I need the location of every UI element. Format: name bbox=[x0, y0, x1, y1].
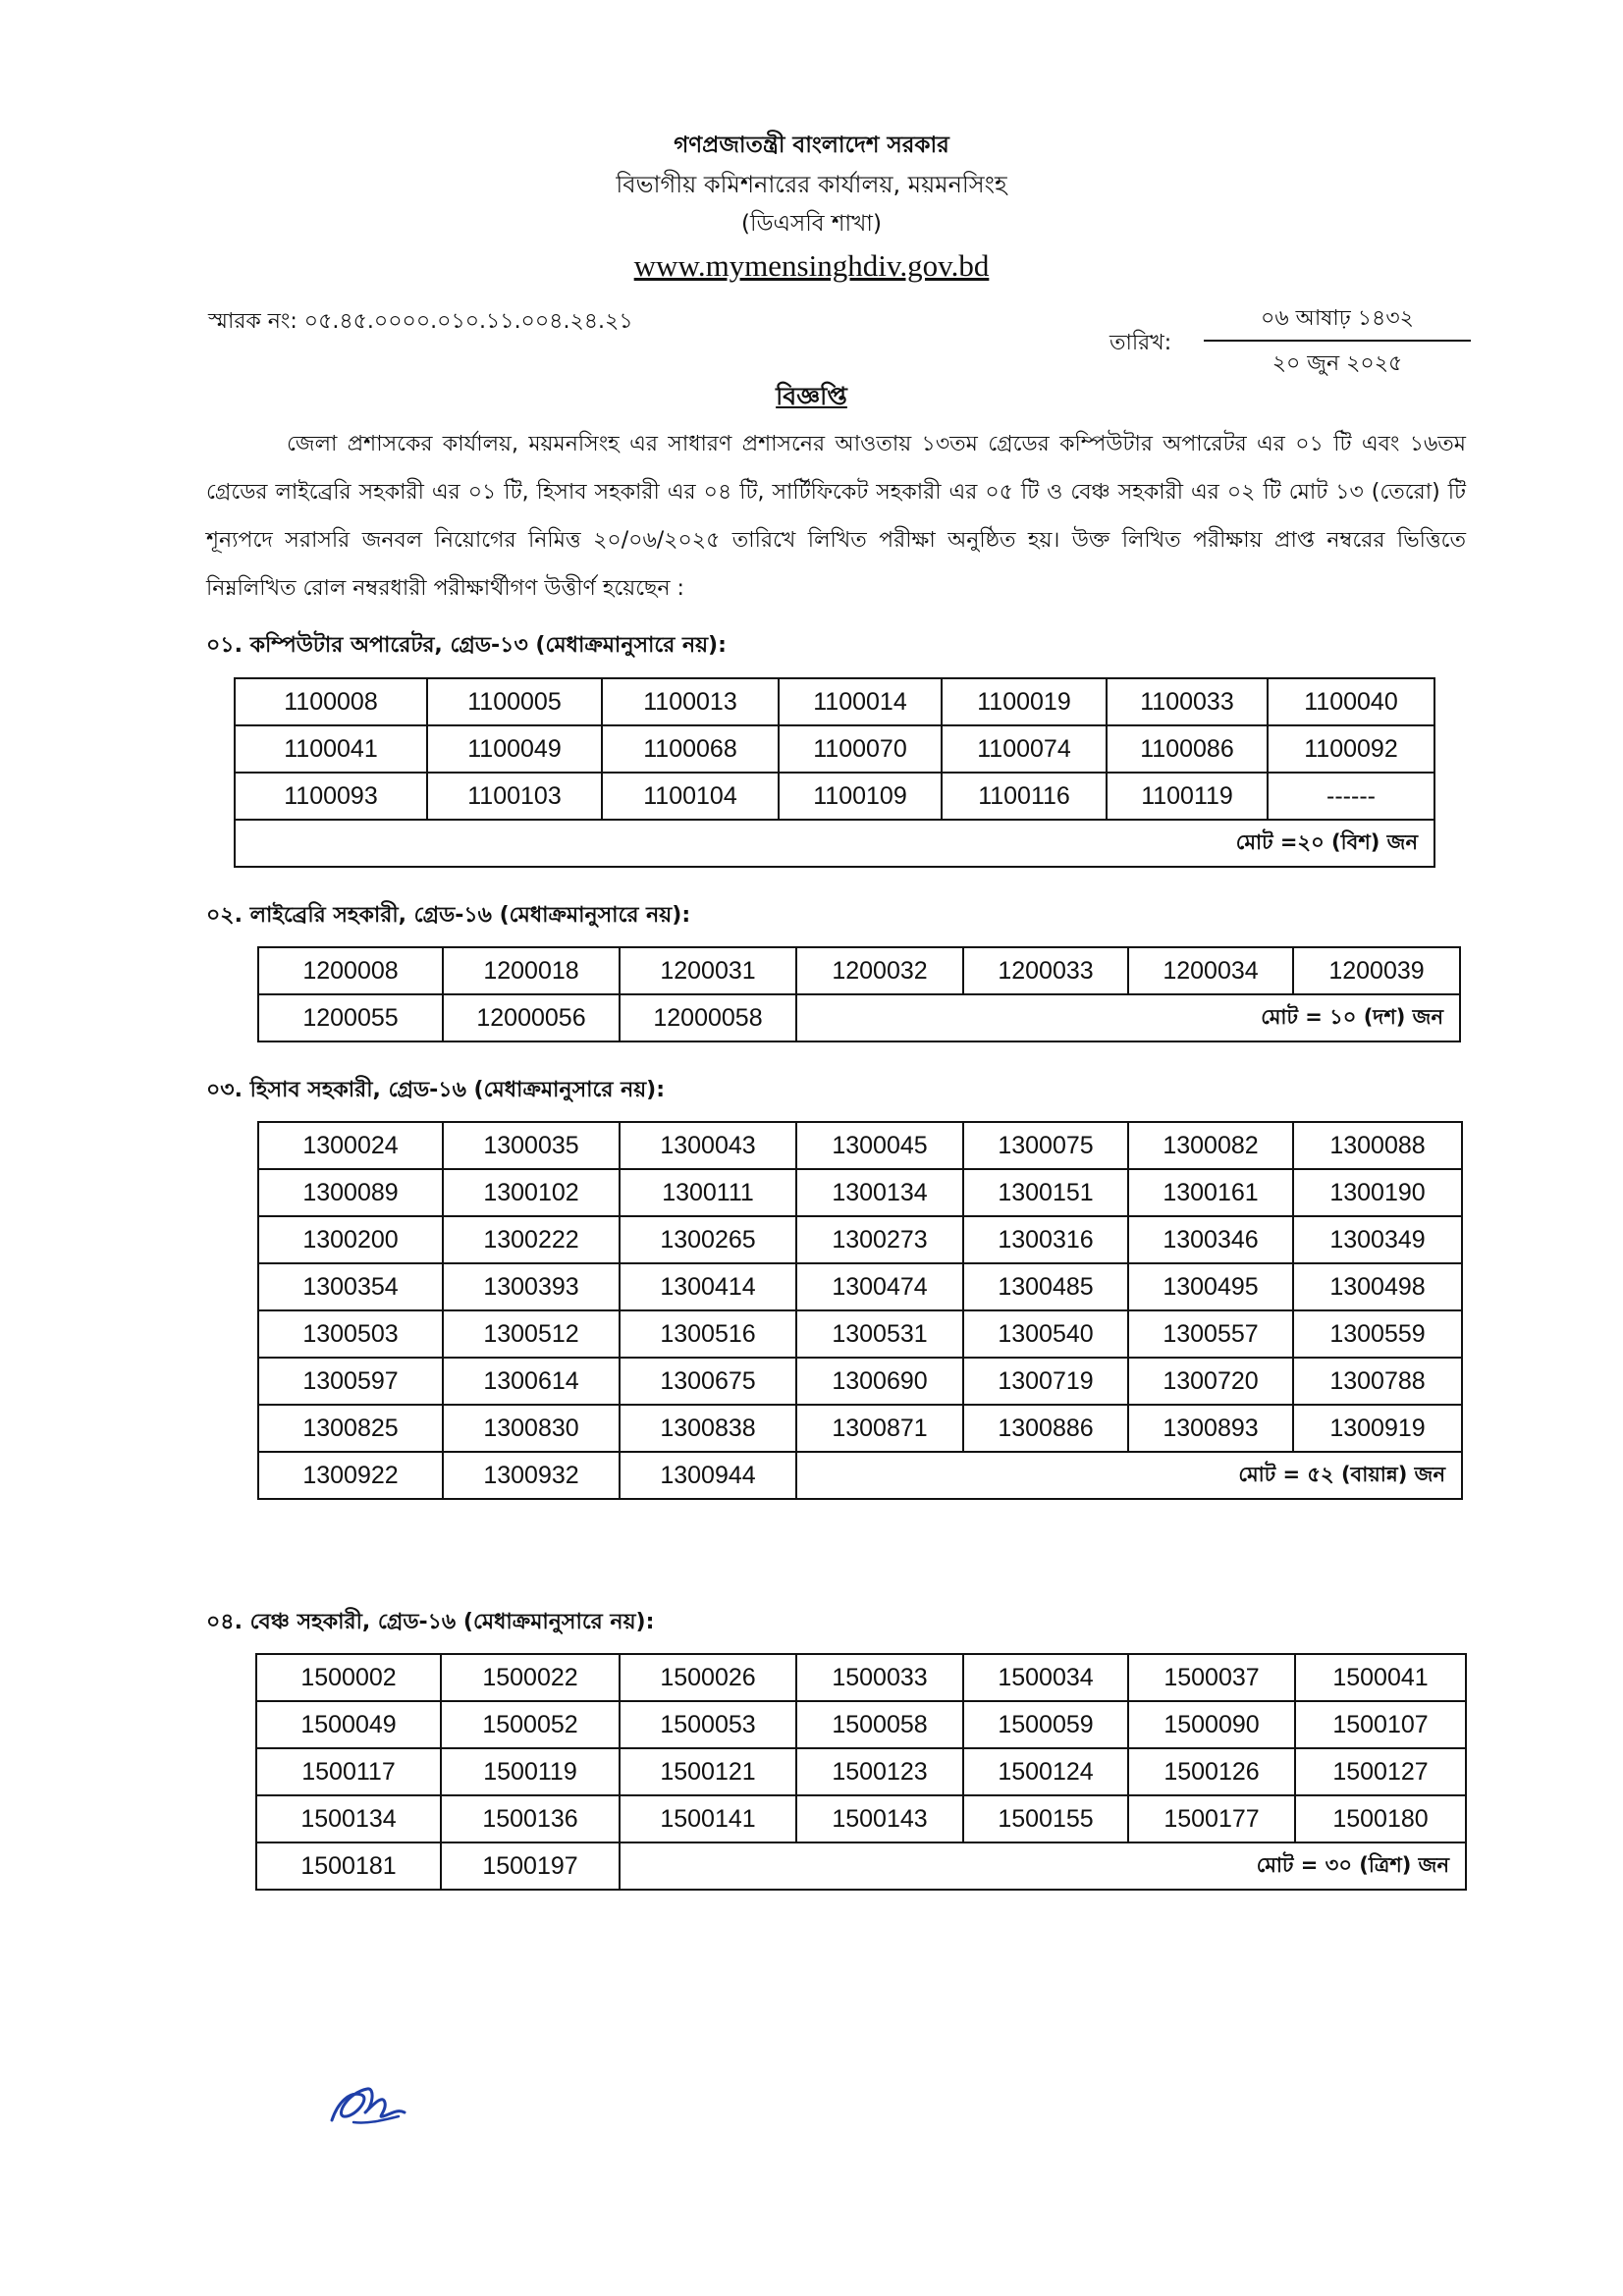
table-row bbox=[235, 725, 1434, 773]
table-row bbox=[256, 1842, 1466, 1890]
roll-cell: 1100074 bbox=[942, 725, 1107, 773]
roll-cell: 1300893 bbox=[1128, 1405, 1293, 1452]
section-title-accounts-assistant: ০৩. হিসাব সহকারী, গ্রেড-১৬ (মেধাক্রমানুসারে নয়): bbox=[206, 1078, 666, 1102]
roll-cell: 1300614 bbox=[443, 1358, 620, 1405]
section-title-bench-assistant: ০৪. বেঞ্চ সহকারী, গ্রেড-১৬ (মেধাক্রমানুসারে নয়): bbox=[206, 1610, 655, 1634]
roll-cell: 1500134 bbox=[256, 1795, 441, 1842]
roll-cell: 1100093 bbox=[235, 773, 427, 820]
roll-cell: 1200031 bbox=[620, 947, 796, 994]
table-row bbox=[258, 947, 1460, 994]
roll-cell: 1500155 bbox=[963, 1795, 1128, 1842]
roll-table-bench-assistant bbox=[255, 1653, 1467, 1891]
roll-table-accounts-assistant bbox=[257, 1121, 1463, 1500]
roll-cell: 1200034 bbox=[1128, 947, 1293, 994]
roll-cell: 1300830 bbox=[443, 1405, 620, 1452]
office-name: বিভাগীয় কমিশনারের কার্যালয়, ময়মনসিংহ bbox=[616, 171, 1007, 198]
roll-cell: 1300082 bbox=[1128, 1122, 1293, 1169]
roll-cell: 1100033 bbox=[1107, 678, 1268, 725]
table-row bbox=[235, 773, 1434, 820]
date-english: ২০ জুন ২০২৫ bbox=[1271, 351, 1403, 376]
roll-cell: 1500049 bbox=[256, 1701, 441, 1748]
roll-cell: 1100070 bbox=[779, 725, 942, 773]
roll-cell: 1500126 bbox=[1128, 1748, 1295, 1795]
roll-cell: 1300190 bbox=[1293, 1169, 1462, 1216]
roll-cell: 1500034 bbox=[963, 1654, 1128, 1701]
roll-cell: 1300111 bbox=[620, 1169, 796, 1216]
roll-cell: 1500124 bbox=[963, 1748, 1128, 1795]
table-row bbox=[256, 1654, 1466, 1701]
roll-cell: 1200033 bbox=[963, 947, 1128, 994]
table-row bbox=[258, 1122, 1462, 1169]
date-label: তারিখ: bbox=[1109, 331, 1172, 355]
table-row bbox=[256, 1701, 1466, 1748]
roll-cell: 1500141 bbox=[620, 1795, 796, 1842]
roll-cell: 1300102 bbox=[443, 1169, 620, 1216]
roll-cell: 1300414 bbox=[620, 1263, 796, 1310]
roll-cell: 1300495 bbox=[1128, 1263, 1293, 1310]
roll-cell: 1500177 bbox=[1128, 1795, 1295, 1842]
roll-cell: 1300349 bbox=[1293, 1216, 1462, 1263]
roll-cell: 1500180 bbox=[1295, 1795, 1466, 1842]
roll-cell: 1300075 bbox=[963, 1122, 1128, 1169]
roll-cell: 1200018 bbox=[443, 947, 620, 994]
total-cell: মোট = ৫২ (বায়ান্ন) জন bbox=[796, 1452, 1462, 1499]
roll-cell: 1500037 bbox=[1128, 1654, 1295, 1701]
roll-cell: 1500127 bbox=[1295, 1748, 1466, 1795]
section-title-library-assistant: ০২. লাইব্রেরি সহকারী, গ্রেড-১৬ (মেধাক্রমানুসারে নয়): bbox=[206, 903, 691, 928]
roll-cell: 1300485 bbox=[963, 1263, 1128, 1310]
roll-cell: 1100086 bbox=[1107, 725, 1268, 773]
table-row bbox=[258, 1263, 1462, 1310]
roll-cell: 1500136 bbox=[441, 1795, 620, 1842]
roll-cell: 1300498 bbox=[1293, 1263, 1462, 1310]
roll-cell: 1300222 bbox=[443, 1216, 620, 1263]
table-row bbox=[258, 1216, 1462, 1263]
date-fraction bbox=[1204, 302, 1471, 381]
roll-cell: 1100119 bbox=[1107, 773, 1268, 820]
roll-cell: 1300273 bbox=[796, 1216, 963, 1263]
roll-cell: 1300474 bbox=[796, 1263, 963, 1310]
roll-cell: 1100116 bbox=[942, 773, 1107, 820]
roll-cell: 1500181 bbox=[256, 1842, 441, 1890]
signature-icon bbox=[324, 2073, 412, 2132]
roll-cell: ------ bbox=[1268, 773, 1434, 820]
roll-cell: 1500041 bbox=[1295, 1654, 1466, 1701]
roll-cell: 1500052 bbox=[441, 1701, 620, 1748]
roll-cell: 1500059 bbox=[963, 1701, 1128, 1748]
roll-cell: 1300871 bbox=[796, 1405, 963, 1452]
table-row bbox=[258, 994, 1460, 1041]
roll-cell: 1100049 bbox=[427, 725, 602, 773]
roll-cell: 1300354 bbox=[258, 1263, 443, 1310]
roll-cell: 1100041 bbox=[235, 725, 427, 773]
roll-cell: 12000058 bbox=[620, 994, 796, 1041]
table-row bbox=[256, 1748, 1466, 1795]
roll-cell: 1500121 bbox=[620, 1748, 796, 1795]
table-row bbox=[258, 1358, 1462, 1405]
table-row bbox=[258, 1310, 1462, 1358]
notice-title: বিজ্ঞপ্তি bbox=[776, 382, 847, 410]
roll-cell: 1500090 bbox=[1128, 1701, 1295, 1748]
roll-cell: 1300944 bbox=[620, 1452, 796, 1499]
roll-cell: 1500033 bbox=[796, 1654, 963, 1701]
roll-cell: 1500002 bbox=[256, 1654, 441, 1701]
roll-cell: 1300559 bbox=[1293, 1310, 1462, 1358]
roll-cell: 1300200 bbox=[258, 1216, 443, 1263]
roll-cell: 1500058 bbox=[796, 1701, 963, 1748]
section-title-computer-operator: ০১. কম্পিউটার অপারেটর, গ্রেড-১৩ (মেধাক্রমানুসারে নয়): bbox=[206, 633, 727, 658]
roll-cell: 1100104 bbox=[602, 773, 779, 820]
roll-cell: 1200055 bbox=[258, 994, 443, 1041]
total-cell: মোট = ৩০ (ত্রিশ) জন bbox=[620, 1842, 1466, 1890]
roll-cell: 1500107 bbox=[1295, 1701, 1466, 1748]
roll-cell: 1300503 bbox=[258, 1310, 443, 1358]
roll-cell: 1300825 bbox=[258, 1405, 443, 1452]
roll-cell: 1300393 bbox=[443, 1263, 620, 1310]
roll-cell: 1300161 bbox=[1128, 1169, 1293, 1216]
roll-cell: 1300531 bbox=[796, 1310, 963, 1358]
total-cell: মোট = ১০ (দশ) জন bbox=[796, 994, 1460, 1041]
table-row bbox=[235, 678, 1434, 725]
roll-cell: 1300035 bbox=[443, 1122, 620, 1169]
roll-cell: 1200039 bbox=[1293, 947, 1460, 994]
roll-cell: 1300719 bbox=[963, 1358, 1128, 1405]
roll-cell: 1100013 bbox=[602, 678, 779, 725]
roll-cell: 1300043 bbox=[620, 1122, 796, 1169]
table-row bbox=[256, 1795, 1466, 1842]
roll-cell: 1300024 bbox=[258, 1122, 443, 1169]
roll-cell: 1100008 bbox=[235, 678, 427, 725]
roll-cell: 1100109 bbox=[779, 773, 942, 820]
roll-cell: 1100103 bbox=[427, 773, 602, 820]
table-row bbox=[235, 820, 1434, 867]
roll-cell: 1300675 bbox=[620, 1358, 796, 1405]
roll-cell: 1300516 bbox=[620, 1310, 796, 1358]
roll-cell: 1500119 bbox=[441, 1748, 620, 1795]
roll-cell: 1100014 bbox=[779, 678, 942, 725]
memo-number: স্মারক নং: ০৫.৪৫.০০০০.০১০.১১.০০৪.২৪.২১ bbox=[208, 309, 633, 334]
roll-cell: 1300932 bbox=[443, 1452, 620, 1499]
roll-cell: 1300045 bbox=[796, 1122, 963, 1169]
roll-cell: 1100068 bbox=[602, 725, 779, 773]
roll-cell: 1300316 bbox=[963, 1216, 1128, 1263]
roll-cell: 1300512 bbox=[443, 1310, 620, 1358]
roll-table-computer-operator bbox=[234, 677, 1435, 868]
date-bangla: ০৬ আষাঢ় ১৪৩২ bbox=[1204, 302, 1471, 342]
roll-cell: 1300088 bbox=[1293, 1122, 1462, 1169]
table-row bbox=[258, 1169, 1462, 1216]
roll-cell: 1200008 bbox=[258, 947, 443, 994]
notice-body: জেলা প্রশাসকের কার্যালয়, ময়মনসিংহ এর সাধারণ প্রশাসনের আওতায় ১৩তম গ্রেডের কম্পিউটার অপারেটর এর ০১ টি এবং ১৬তম গ্রেডের লাইব্রেরি সহকারী এর ০১ টি, হিসাব সহকারী এর ০৪ টি, সার্টিফিকেট সহকারী এর ০৫ টি ও বেঞ্চ সহকারী এর ০২ টি মোট ১৩ (তেরো) টি শূন্যপদে সরাসরি জনবল নিয়োগের নিমিত্ত ২০/০৬/২০২৫ তারিখে লিখিত পরীক্ষা অনুষ্ঠিত হয়। উক্ত লিখিত পরীক্ষায় প্রাপ্ত নম্বরের ভিত্তিতে নিম্নলিখিত রোল নম্বরধারী পরীক্ষার্থীগণ উত্তীর্ণ হয়েছেন : bbox=[206, 432, 1466, 601]
roll-table-library-assistant bbox=[257, 946, 1461, 1042]
total-cell: মোট =২০ (বিশ) জন bbox=[235, 820, 1434, 867]
roll-cell: 1100005 bbox=[427, 678, 602, 725]
roll-cell: 1300886 bbox=[963, 1405, 1128, 1452]
roll-cell: 1100040 bbox=[1268, 678, 1434, 725]
letterhead bbox=[0, 126, 1623, 289]
roll-cell: 1500197 bbox=[441, 1842, 620, 1890]
roll-cell: 1300089 bbox=[258, 1169, 443, 1216]
website-link[interactable]: www.mymensinghdiv.gov.bd bbox=[633, 248, 990, 283]
roll-cell: 1100019 bbox=[942, 678, 1107, 725]
roll-cell: 1300919 bbox=[1293, 1405, 1462, 1452]
roll-cell: 1300557 bbox=[1128, 1310, 1293, 1358]
roll-cell: 1300134 bbox=[796, 1169, 963, 1216]
roll-cell: 1300788 bbox=[1293, 1358, 1462, 1405]
roll-cell: 1500053 bbox=[620, 1701, 796, 1748]
govt-name: গণপ্রজাতন্ত্রী বাংলাদেশ সরকার bbox=[674, 133, 949, 158]
roll-cell: 1200032 bbox=[796, 947, 963, 994]
roll-cell: 1300540 bbox=[963, 1310, 1128, 1358]
roll-cell: 1500117 bbox=[256, 1748, 441, 1795]
table-row bbox=[258, 1405, 1462, 1452]
roll-cell: 1300922 bbox=[258, 1452, 443, 1499]
roll-cell: 1300346 bbox=[1128, 1216, 1293, 1263]
roll-cell: 1500143 bbox=[796, 1795, 963, 1842]
roll-cell: 1300597 bbox=[258, 1358, 443, 1405]
roll-cell: 1300720 bbox=[1128, 1358, 1293, 1405]
table-row bbox=[258, 1452, 1462, 1499]
branch-name: (ডিএসবি শাখা) bbox=[741, 211, 882, 237]
roll-cell: 1500026 bbox=[620, 1654, 796, 1701]
roll-cell: 12000056 bbox=[443, 994, 620, 1041]
roll-cell: 1300690 bbox=[796, 1358, 963, 1405]
roll-cell: 1100092 bbox=[1268, 725, 1434, 773]
roll-cell: 1300838 bbox=[620, 1405, 796, 1452]
roll-cell: 1300151 bbox=[963, 1169, 1128, 1216]
roll-cell: 1500123 bbox=[796, 1748, 963, 1795]
roll-cell: 1300265 bbox=[620, 1216, 796, 1263]
roll-cell: 1500022 bbox=[441, 1654, 620, 1701]
